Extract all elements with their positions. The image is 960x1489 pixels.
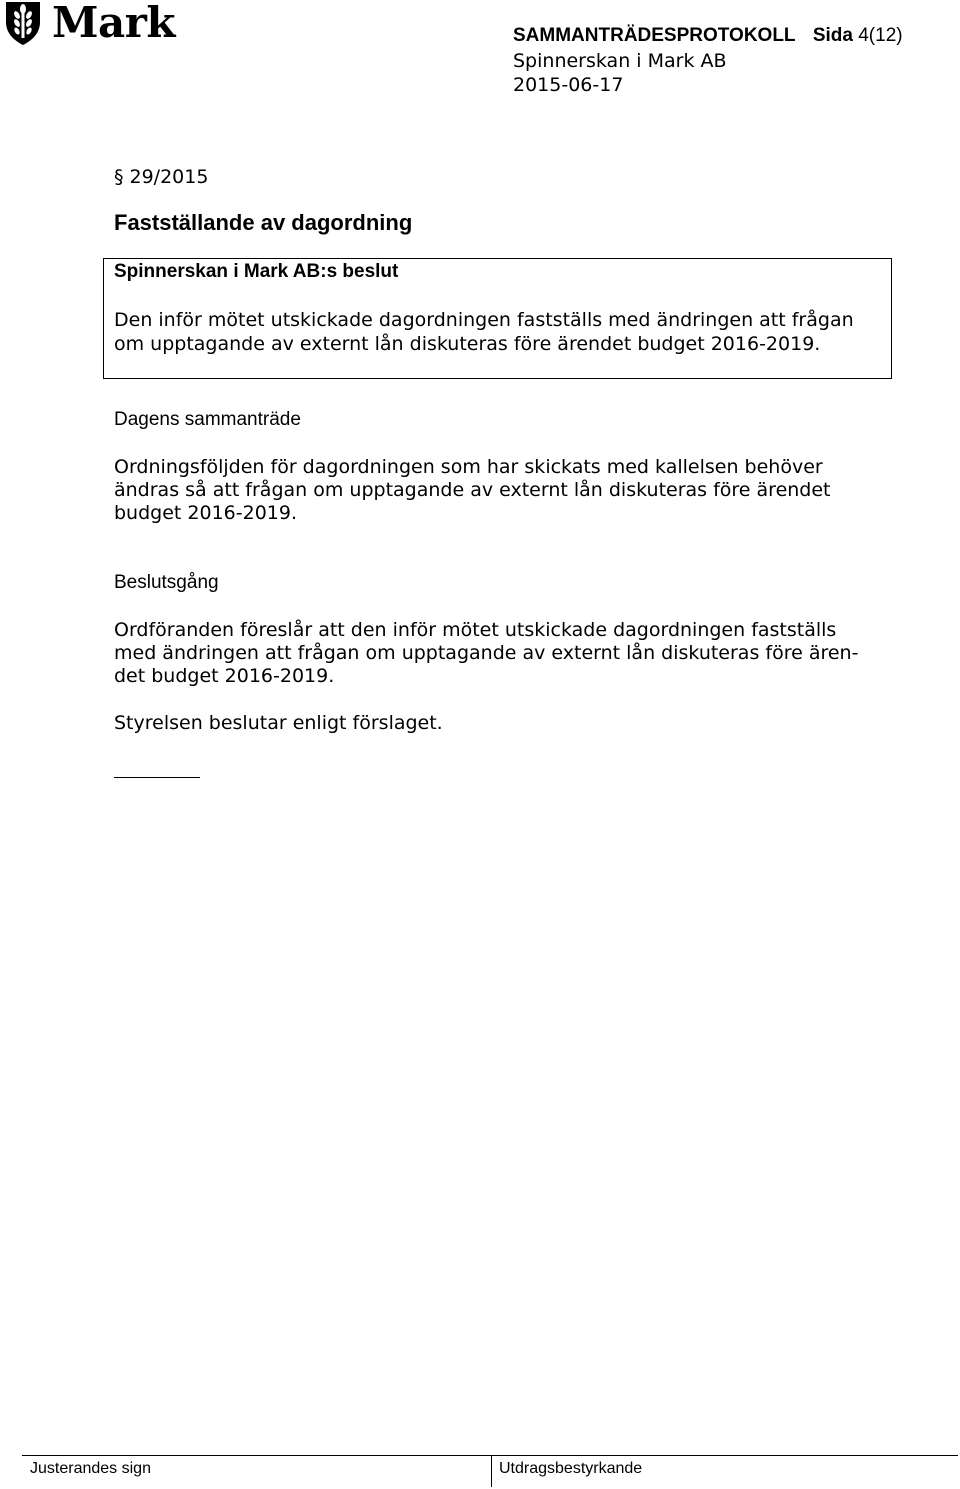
procedure-line: Ordföranden föreslår att den inför mötet utskickade dagordningen fastställs bbox=[114, 619, 837, 641]
document-header bbox=[513, 24, 903, 48]
section-number: 29/2015 bbox=[129, 166, 209, 188]
conclusion-line: Styrelsen beslutar enligt förslaget. bbox=[114, 712, 443, 734]
footer-divider bbox=[22, 1455, 958, 1456]
procedure-text bbox=[114, 619, 894, 688]
footer-justerandes-sign: Justerandes sign bbox=[30, 1460, 151, 1477]
section-symbol: § bbox=[114, 166, 124, 188]
footer-column-separator bbox=[491, 1455, 492, 1487]
header-date: 2015-06-17 bbox=[513, 74, 624, 96]
logo-wordmark: Mark bbox=[52, 0, 175, 47]
section-end-rule bbox=[114, 777, 200, 778]
procedure-line: det budget 2016-2019. bbox=[114, 665, 335, 687]
procedure-line: med ändringen att frågan om upptagande av externt lån diskuteras före ären- bbox=[114, 642, 859, 664]
document-type: SAMMANTRÄDESPROTOKOLL bbox=[513, 25, 796, 46]
decision-line: Den inför mötet utskickade dagordningen fastställs med ändringen att frågan bbox=[114, 309, 854, 331]
municipality-logo bbox=[4, 0, 175, 48]
page-number: 4(12) bbox=[858, 25, 903, 46]
meeting-heading: Dagens sammanträde bbox=[114, 409, 301, 430]
decision-title: Spinnerskan i Mark AB:s beslut bbox=[114, 261, 399, 282]
procedure-conclusion bbox=[114, 712, 894, 735]
meeting-line: budget 2016-2019. bbox=[114, 502, 298, 524]
decision-text bbox=[114, 308, 884, 356]
procedure-heading: Beslutsgång bbox=[114, 572, 219, 593]
meeting-line: ändras så att frågan om upptagande av externt lån diskuteras före ärendet bbox=[114, 479, 831, 501]
page-title: Fastställande av dagordning bbox=[114, 210, 413, 235]
municipal-coat-of-arms-icon bbox=[4, 0, 42, 46]
meeting-text bbox=[114, 456, 894, 525]
meeting-line: Ordningsföljden för dagordningen som har skickats med kallelsen behöver bbox=[114, 456, 823, 478]
decision-line: om upptagande av externt lån diskuteras före ärendet budget 2016-2019. bbox=[114, 333, 821, 355]
footer-utdragsbestyrkande: Utdragsbestyrkande bbox=[499, 1460, 643, 1477]
header-organization: Spinnerskan i Mark AB bbox=[513, 50, 727, 72]
paragraph-number bbox=[114, 165, 208, 189]
page-label: Sida bbox=[812, 25, 853, 46]
